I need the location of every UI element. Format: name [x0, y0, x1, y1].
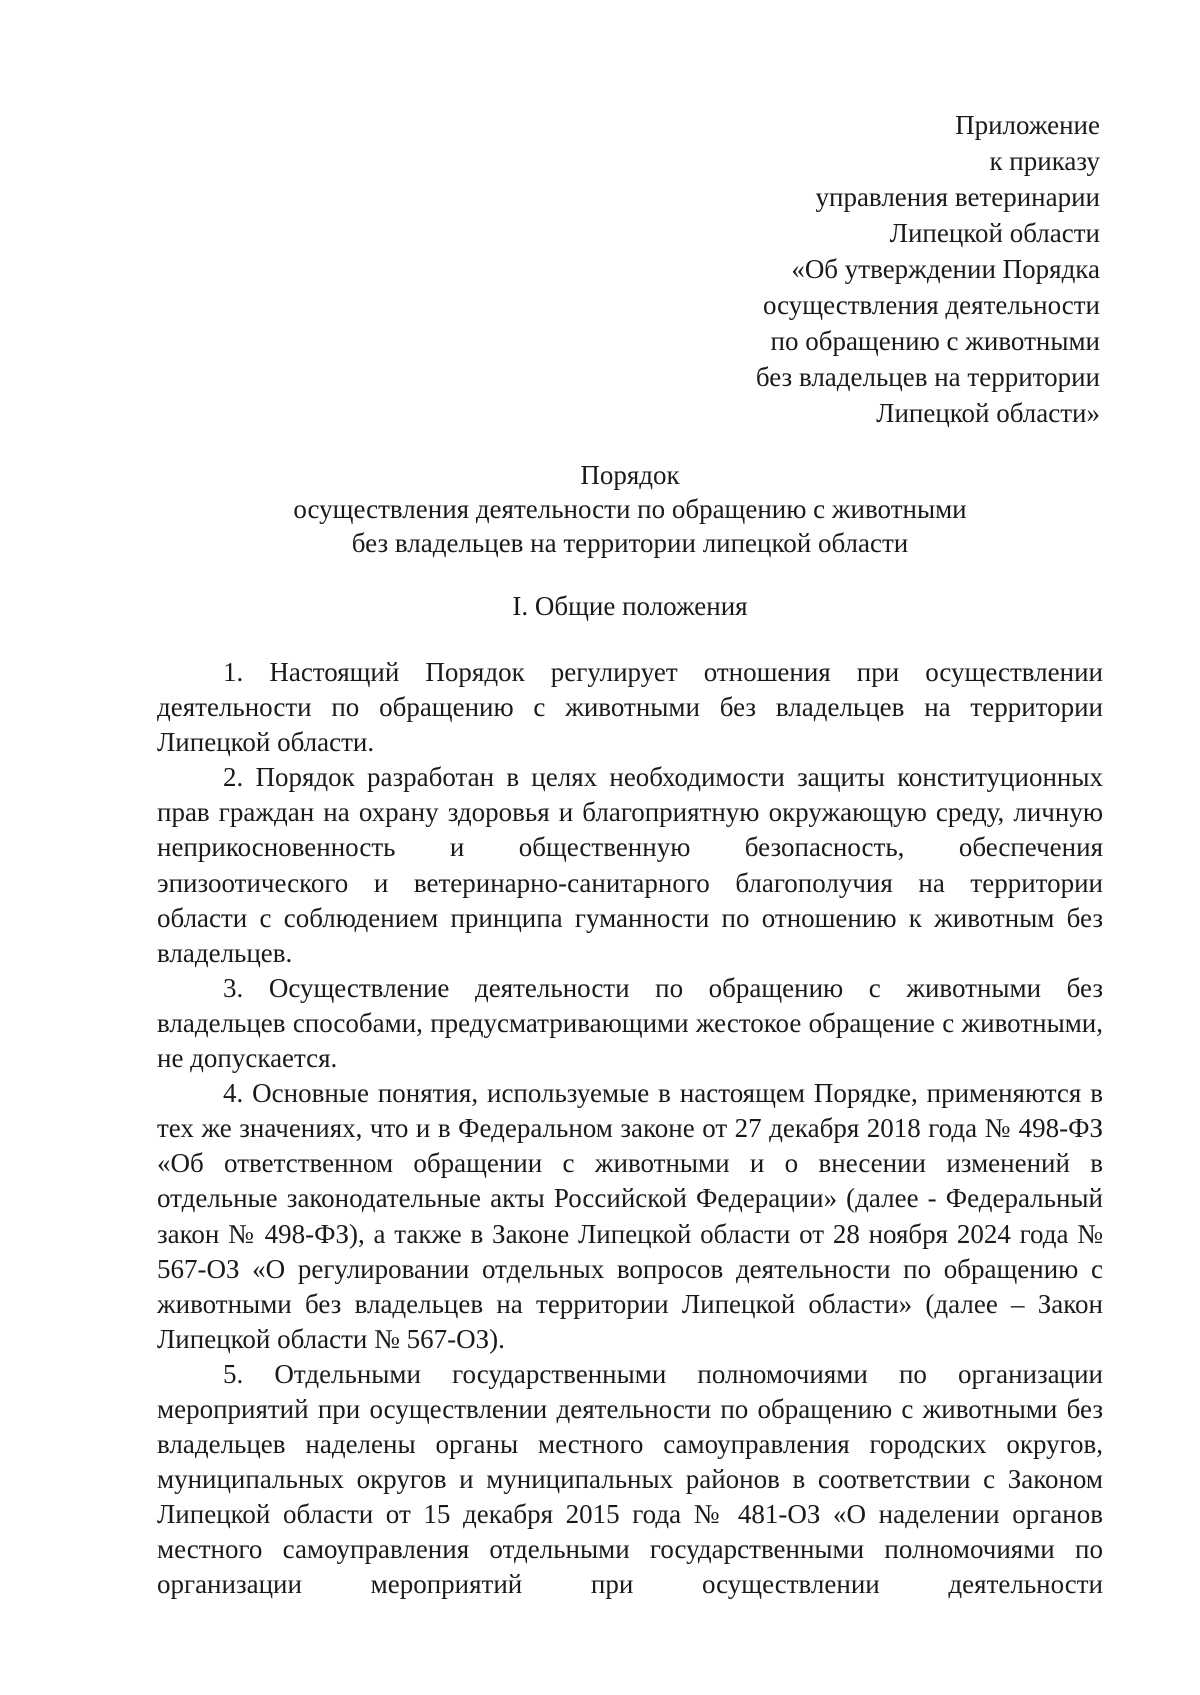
appendix-line: управления ветеринарии — [815, 182, 1100, 212]
document-body — [157, 655, 1103, 1603]
appendix-line: «Об утверждении Порядка — [791, 254, 1100, 284]
appendix-line: по обращению с животными — [770, 326, 1100, 356]
paragraph-4: 4. Основные понятия, используемые в настоящем Порядке, применяются в тех же значениях, что и в Федеральном законе от 27 декабря 2018 года № 498-ФЗ «Об ответственном обращении с животными и о внесении изменений в отдельные законодательные акты Российской Федерации» (далее - Федеральный закон № 498-ФЗ), а также в Законе Липецкой области от 28 ноября 2024 года № 567-ОЗ «О регулировании отдельных вопросов деятельности по обращению с животными без владельцев на территории Липецкой области» (далее – Закон Липецкой области № 567-ОЗ). — [157, 1078, 1103, 1354]
paragraph-1: 1. Настоящий Порядок регулирует отношения при осуществлении деятельности по обращению с животными без владельцев на территории Липецкой области. — [157, 657, 1103, 758]
appendix-line: Приложение — [955, 110, 1100, 140]
appendix-line: к приказу — [989, 146, 1100, 176]
paragraph-2: 2. Порядок разработан в целях необходимости защиты конституционных прав граждан на охрану здоровья и благоприятную окружающую среду, личную неприкосновенность и общественную безопасность, обеспечения эпизоотического и ветеринарно-санитарного благополучия на территории области с соблюдением принципа гуманности по отношению к животным без владельцев. — [157, 762, 1103, 968]
appendix-line: без владельцев на территории — [755, 362, 1100, 392]
paragraph-3: 3. Осуществление деятельности по обращению с животными без владельцев способами, предусматривающими жестокое обращение с животными, не допускается. — [157, 972, 1103, 1074]
appendix-header — [756, 107, 1100, 431]
appendix-line: осуществления деятельности — [762, 290, 1100, 320]
document-title — [157, 458, 1103, 560]
title-line: Порядок — [580, 460, 680, 490]
appendix-line: Липецкой области» — [876, 398, 1100, 428]
section-heading: I. Общие положения — [512, 591, 748, 621]
appendix-line: Липецкой области — [889, 218, 1100, 248]
paragraph-5: 5. Отдельными государственными полномочиями по организации мероприятий при осуществлении деятельности по обращению с животными без владельцев наделены органы местного самоуправления городских округов, муниципальных округов и муниципальных районов в соответствии с Законом Липецкой области от 15 декабря 2015 года № 481-ОЗ «О наделении органов местного самоуправления отдельными государственными полномочиями по организации мероприятий при осуществлении деятельности — [157, 1358, 1103, 1600]
title-line: осуществления деятельности по обращению с животными — [293, 494, 967, 524]
title-line: без владельцев на территории липецкой области — [351, 528, 909, 558]
